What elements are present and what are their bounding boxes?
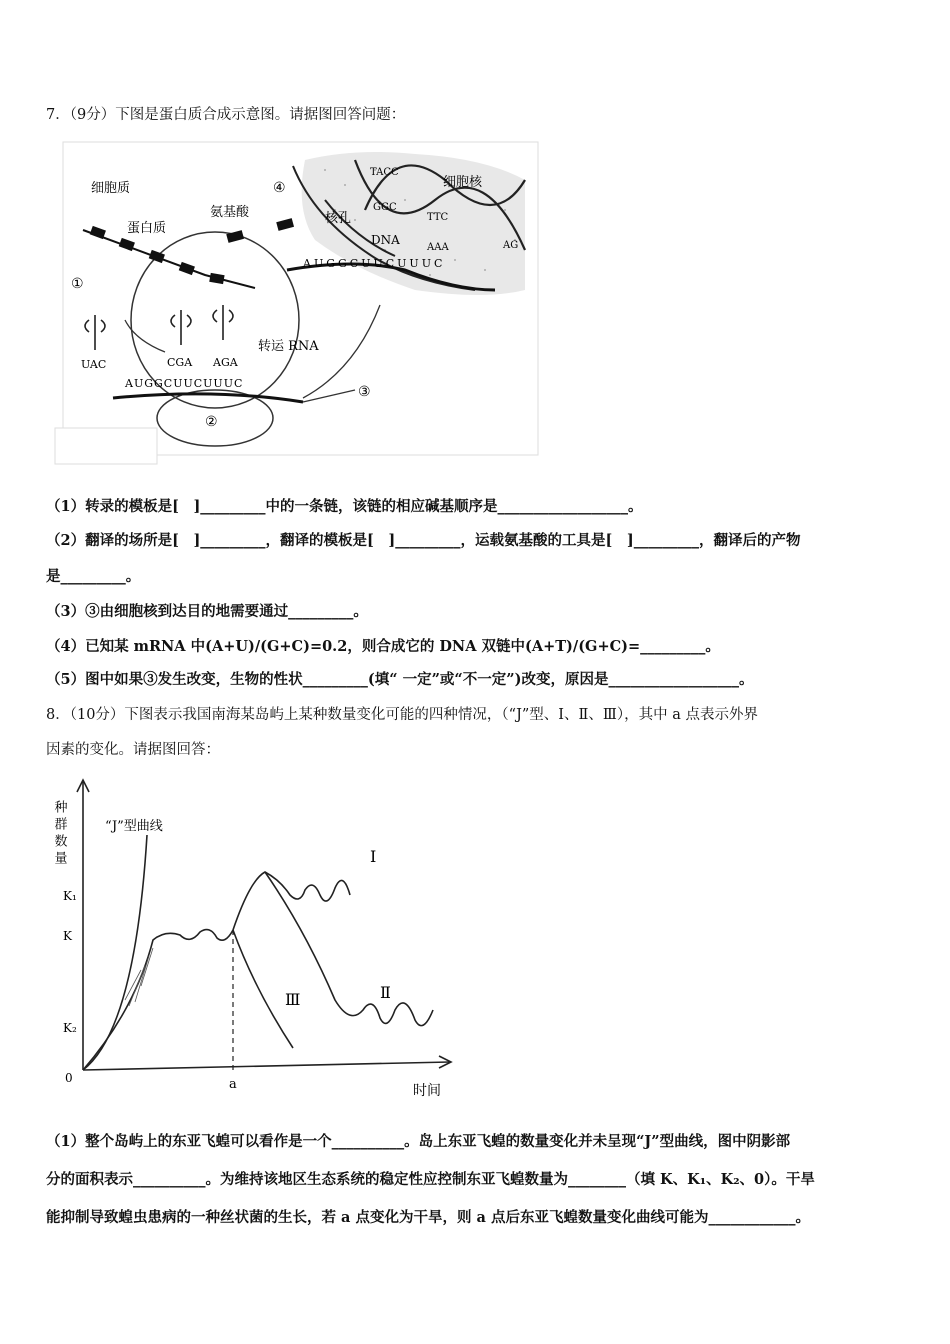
cytoplasm-label: 细胞质 — [91, 181, 131, 196]
curve-1-label: Ⅰ — [370, 847, 377, 866]
anticodon-2: CGA — [167, 356, 193, 369]
y-axis-label: 种群数量 — [51, 800, 67, 868]
mrna-sequence-top: AUGGCUUCUUUC — [303, 257, 446, 270]
dna-label: DNA — [371, 233, 400, 247]
amino-acid-label: 氨基酸 — [210, 205, 250, 220]
origin-label: 0 — [65, 1071, 73, 1085]
q8-heading-a: 8．（10分）下图表示我国南海某岛屿上某种数量变化可能的四种情况，（“J”型、Ⅰ、Ⅱ、Ⅲ），其中 a 点表示外界 — [46, 707, 758, 723]
a-point-label: a — [229, 1077, 237, 1092]
j-curve-label: “J”型曲线 — [105, 819, 163, 834]
mrna-sequence-bottom: AUGGCUUCUUUC — [125, 377, 244, 390]
q7-part-5: （5）图中如果③发生改变，生物的性状_________(填“ 一定”或“不一定”)改变，原因是__________________。 — [46, 671, 754, 688]
nucleus-label: 细胞核 — [443, 175, 483, 190]
q7-part-2b: 是_________。 — [46, 568, 141, 585]
x-axis-label: 时间 — [413, 1083, 441, 1099]
q7-part-4: （4）已知某 mRNA 中(A+U)/(G+C)=0.2，则合成它的 DNA 双链中(A+T)/(G+C)=_________。 — [46, 638, 720, 655]
label-circle-4: ④ — [273, 180, 286, 196]
curve-3-label: Ⅲ — [285, 990, 301, 1009]
k-label: K — [63, 929, 72, 943]
k2-label: K₂ — [63, 1021, 77, 1035]
q7-part-1: （1）转录的模板是[ ]_________中的一条链，该链的相应碱基顺序是__________________。 — [46, 498, 643, 515]
anticodon-1: UAC — [81, 358, 107, 371]
label-circle-2: ② — [205, 414, 218, 430]
population-curve-figure — [51, 770, 465, 1100]
q7-heading: 7．（9分）下图是蛋白质合成示意图。请据图回答问题： — [46, 107, 406, 123]
dna-bases-3: TTC — [427, 212, 449, 223]
anticodon-3: AGA — [213, 356, 238, 369]
label-circle-1: ① — [71, 276, 84, 292]
q8-paragraph-line-2: 分的面积表示__________。为维持该地区生态系统的稳定性应控制东亚飞蝗数量为________（填 K、K₁、K₂、0）。干旱 — [46, 1171, 815, 1188]
q8-paragraph-line-3: 能抑制导致蝗虫患病的一种丝状菌的生长，若 a 点变化为干旱，则 a 点后东亚飞蝗数量变化曲线可能为____________。 — [46, 1209, 810, 1226]
protein-label: 蛋白质 — [127, 221, 167, 236]
protein-synthesis-figure — [55, 140, 540, 465]
q7-part-3: （3）③由细胞核到达目的地需要通过_________。 — [46, 603, 368, 620]
nuclear-pore-label: 核孔 — [325, 211, 352, 226]
dna-bases-2: GGC — [373, 202, 397, 213]
curve-2-label: Ⅱ — [380, 983, 391, 1002]
label-circle-3: ③ — [358, 384, 371, 400]
trna-label: 转运 RNA — [258, 339, 319, 354]
k1-label: K₁ — [63, 889, 77, 903]
q7-part-2a: （2）翻译的场所是[ ]_________，翻译的模板是[ ]_________，运载氨基酸的工具是[ ]_________，翻译后的产物 — [46, 532, 801, 549]
q8-paragraph-line-1: （1）整个岛屿上的东亚飞蝗可以看作是一个__________。岛上东亚飞蝗的数量变化并未呈现“J”型曲线，图中阴影部 — [46, 1133, 791, 1150]
dna-bases-1: TACC — [370, 167, 399, 178]
q8-heading-b: 因素的变化。请据图回答： — [46, 742, 220, 758]
dna-bases-5: AG — [503, 240, 519, 251]
dna-bases-4: AAA — [427, 242, 449, 253]
